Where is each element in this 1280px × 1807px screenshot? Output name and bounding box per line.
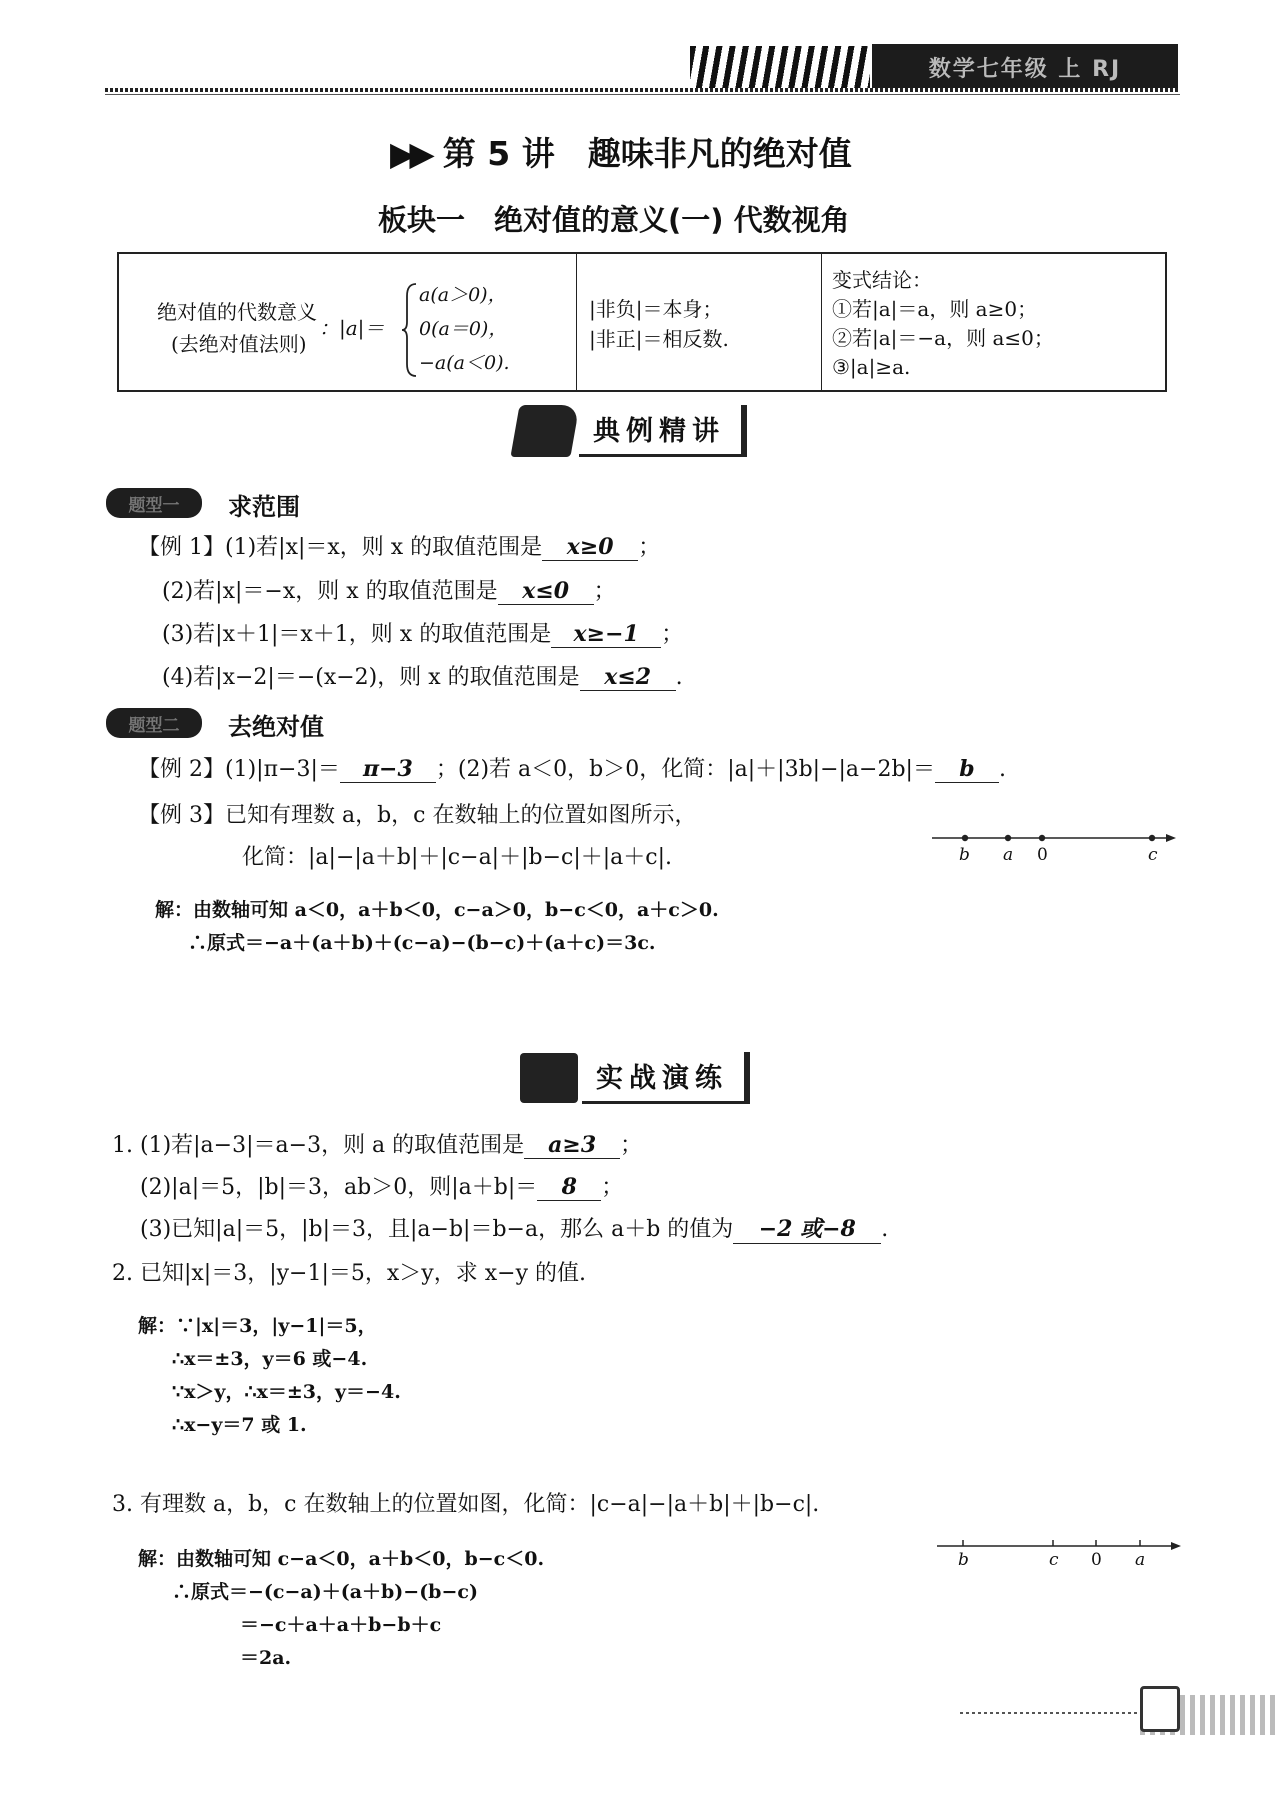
example-2: 【例 2】(1)|π−3|＝ π−3 ；(2)若 a＜0，b＞0，化简：|a|＋|3b|−|a−2b|＝ b . xyxy=(138,756,1006,782)
axis-label-a: a xyxy=(1003,845,1014,865)
answer-blank: x≤2 xyxy=(580,664,676,691)
summary-table xyxy=(117,252,1167,392)
practice-3-solution-4: ＝2a. xyxy=(240,1647,292,1669)
section-title-examples: 典例精讲 xyxy=(579,405,747,457)
example-3-solution-2: ∴原式＝−a＋(a＋b)＋(c−a)−(b−c)＋(a＋c)＝3c. xyxy=(188,932,656,954)
practice-2-question: 2. 已知|x|＝3，|y−1|＝5，x＞y，求 x−y 的值. xyxy=(112,1261,586,1286)
number-line-practice-3 xyxy=(935,1534,1185,1564)
double-arrow-icon: ▶▶ xyxy=(390,134,429,173)
case-negative: −a(a＜0). xyxy=(419,352,510,374)
axis-label-zero: 0 xyxy=(1037,845,1048,865)
axis-label-c: c xyxy=(1148,845,1158,865)
definition-lhs: ：|a|＝ xyxy=(319,316,385,340)
example-3-line2: 化简：|a|−|a＋b|＋|c−a|＋|b−c|＋|a＋c|. xyxy=(242,845,673,870)
corollary-1: ①若|a|＝a，则 a≥0； xyxy=(832,297,1038,321)
practice-3-question: 3. 有理数 a，b，c 在数轴上的位置如图，化简：|c−a|−|a＋b|＋|b−c|. xyxy=(112,1492,820,1517)
axis-label-a: a xyxy=(1135,1550,1146,1570)
type-tag-2: 题型二 xyxy=(106,708,202,738)
answer-blank: x≤0 xyxy=(498,578,594,605)
lesson-title xyxy=(390,128,852,175)
rule-nonnegative: |非负|＝本身； xyxy=(589,297,723,321)
example-1-q2: (2)若|x|＝−x，则 x 的取值范围是 x≤0 ； xyxy=(162,578,616,604)
microscope-icon xyxy=(510,405,579,457)
table-cell-corollaries xyxy=(822,254,1165,390)
point-a xyxy=(1005,835,1011,841)
example-3-line1: 【例 3】已知有理数 a，b，c 在数轴上的位置如图所示， xyxy=(138,803,697,828)
answer-blank: π−3 xyxy=(340,756,436,783)
practice-3-solution-2: ∴原式＝−(c−a)＋(a＋b)−(b−c) xyxy=(172,1581,478,1603)
definition-label-1: 绝对值的代数意义 xyxy=(157,300,317,324)
header-stripes xyxy=(690,46,870,88)
section-title-practice: 实战演练 xyxy=(582,1052,750,1104)
lesson-title-text: 第 5 讲 趣味非凡的绝对值 xyxy=(442,134,852,173)
table-cell-rules xyxy=(577,254,822,390)
practice-2-solution-3: ∵x＞y，∴x＝±3，y＝−4. xyxy=(172,1381,401,1403)
practice-2-solution-4: ∴x−y＝7 或 1. xyxy=(172,1414,307,1436)
section-banner-practice xyxy=(520,1052,750,1104)
axis-label-c: c xyxy=(1049,1550,1059,1570)
case-positive: a(a＞0)， xyxy=(419,284,507,306)
corollary-3: ③|a|≥a. xyxy=(832,355,911,379)
axis-label-b: b xyxy=(958,1550,969,1570)
header-badge: 数学七年级 上 RJ xyxy=(872,44,1178,90)
definition-label-2: (去绝对值法则) xyxy=(171,332,307,356)
example-1-q1: 【例 1】(1)若|x|＝x，则 x 的取值范围是 x≥0 ； xyxy=(138,534,661,560)
answer-blank: x≥−1 xyxy=(551,621,661,648)
practice-1-q1: 1. (1)若|a−3|＝a−3，则 a 的取值范围是 a≥3 ； xyxy=(112,1132,643,1158)
answer-blank: 8 xyxy=(537,1174,601,1201)
case-zero: 0(a＝0)， xyxy=(419,318,508,340)
rule-nonpositive: |非正|＝相反数. xyxy=(589,327,729,351)
example-1-q4: (4)若|x−2|＝−(x−2)，则 x 的取值范围是 x≤2 . xyxy=(162,664,683,690)
example-1-q3: (3)若|x＋1|＝x＋1，则 x 的取值范围是 x≥−1 ； xyxy=(162,621,684,647)
practice-3-solution-3: ＝−c＋a＋a＋b−b＋c xyxy=(240,1614,442,1636)
practice-1-q2: (2)|a|＝5，|b|＝3，ab＞0，则|a＋b|＝ 8 ； xyxy=(140,1174,624,1200)
example-3-solution-1: 解：由数轴可知 a＜0，a＋b＜0，c−a＞0，b−c＜0，a＋c＞0. xyxy=(155,899,719,921)
practice-1-q3: (3)已知|a|＝5，|b|＝3，且|a−b|＝b−a，那么 a＋b 的值为 −2 或−8 . xyxy=(140,1212,888,1244)
corollary-2: ②若|a|＝−a，则 a≤0； xyxy=(832,326,1054,350)
book-icon xyxy=(520,1053,578,1103)
type-title-1: 求范围 xyxy=(228,493,300,521)
axis-label-b: b xyxy=(959,845,970,865)
point-origin xyxy=(1039,835,1045,841)
block-title: 板块一 绝对值的意义(一) 代数视角 xyxy=(378,203,850,237)
practice-3-solution-1: 解：由数轴可知 c−a＜0，a＋b＜0，b−c＜0. xyxy=(138,1548,545,1570)
answer-blank: b xyxy=(935,756,999,783)
axis-label-zero: 0 xyxy=(1091,1550,1102,1570)
answer-blank: a≥3 xyxy=(524,1132,620,1159)
page-number-box xyxy=(1140,1686,1180,1732)
answer-blank: −2 或−8 xyxy=(733,1212,881,1244)
practice-2-solution-2: ∴x＝±3，y＝6 或−4. xyxy=(172,1348,368,1370)
header-rule xyxy=(105,88,1180,92)
point-b xyxy=(962,835,968,841)
type-title-2: 去绝对值 xyxy=(228,713,324,741)
type-tag-1: 题型一 xyxy=(106,488,202,518)
header-rule-thin xyxy=(105,94,1180,95)
practice-2-solution-1: 解：∵|x|＝3，|y−1|＝5， xyxy=(138,1315,377,1337)
corollary-title: 变式结论： xyxy=(832,268,932,292)
footer-dots xyxy=(960,1712,1140,1714)
brace-icon xyxy=(401,282,419,378)
point-c xyxy=(1149,835,1155,841)
table-cell-definition xyxy=(119,254,577,390)
section-banner-examples xyxy=(515,405,747,457)
answer-blank: x≥0 xyxy=(542,534,638,561)
